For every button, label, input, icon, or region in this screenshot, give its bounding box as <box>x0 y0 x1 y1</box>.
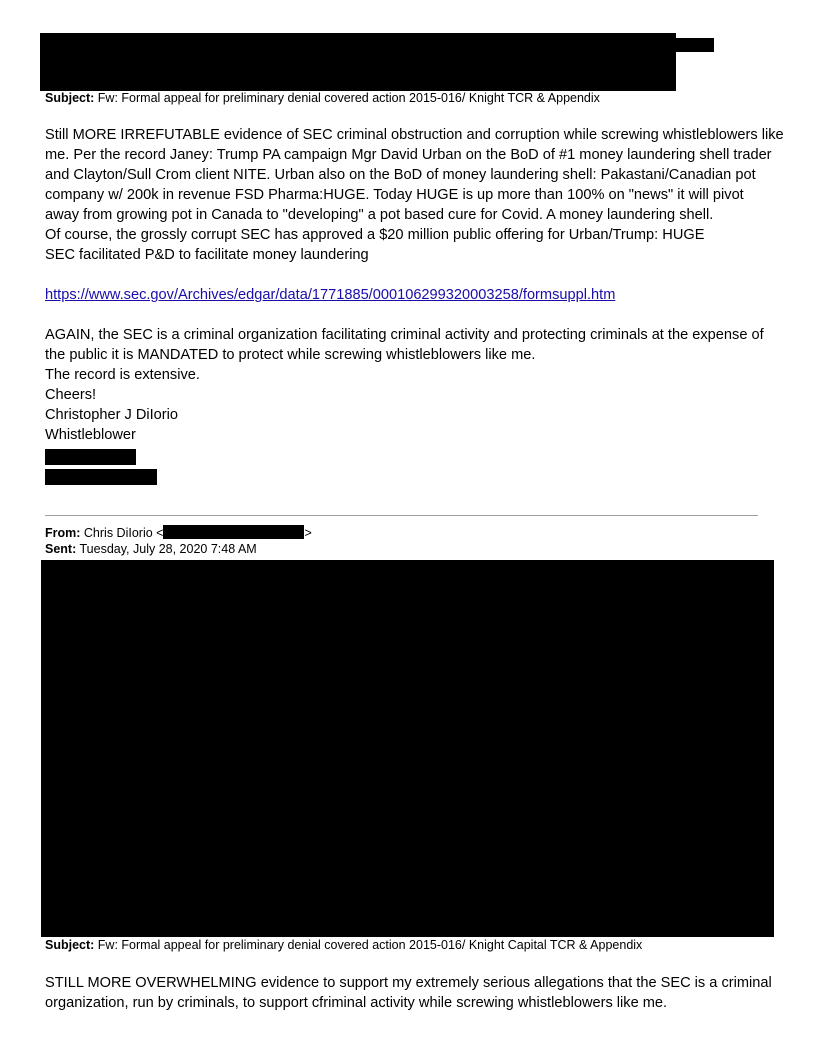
body-line: the public it is MANDATED to protect while screwing whistleblowers like me. <box>45 347 536 363</box>
signature-title: Whistleblower <box>45 427 136 443</box>
signoff: Cheers! <box>45 387 97 403</box>
from-name: Chris DiIorio < <box>83 526 164 540</box>
signature-name: Christopher J DiIorio <box>45 407 179 423</box>
redaction-block-header <box>40 33 676 91</box>
body-line: organization, run by criminals, to support cfriminal activity while screwing whistleblowers like me. <box>45 995 668 1011</box>
sec-filing-link-line <box>45 287 615 303</box>
subject-line-bottom <box>45 938 642 952</box>
from-label: From: <box>45 526 81 540</box>
sent-text: Tuesday, July 28, 2020 7:48 AM <box>79 542 257 556</box>
body-line: Of course, the grossly corrupt SEC has approved a $20 million public offering for Urban/Trump: HUGE <box>45 227 705 243</box>
sent-line <box>45 542 257 556</box>
redaction-block-large <box>41 560 774 937</box>
email-separator <box>45 515 758 516</box>
subject-label: Subject: <box>45 91 95 105</box>
subject-text: Fw: Formal appeal for preliminary denial covered action 2015-016/ Knight TCR & Appendix <box>97 91 600 105</box>
body-line: and Clayton/Sull Crom client NITE. Urban also on the BoD of money laundering shell: Pakastani/Canadian pot <box>45 167 756 183</box>
sec-filing-link[interactable]: https://www.sec.gov/Archives/edgar/data/1771885/000106299320003258/formsuppl.htm <box>45 287 616 303</box>
body-line: The record is extensive. <box>45 367 200 383</box>
subject-label: Subject: <box>45 938 95 952</box>
redaction-signature-line-1 <box>45 449 136 465</box>
subject-text: Fw: Formal appeal for preliminary denial covered action 2015-016/ Knight Capital TCR & Appendix <box>97 938 643 952</box>
body-line: company w/ 200k in revenue FSD Pharma:HUGE. Today HUGE is up more than 100% on "news" it will pivot <box>45 187 744 203</box>
body-line: STILL MORE OVERWHELMING evidence to support my extremely serious allegations that the SEC is a criminal <box>45 975 772 991</box>
redaction-block-header-tab <box>676 38 714 52</box>
body-line: Still MORE IRREFUTABLE evidence of SEC criminal obstruction and corruption while screwing whistleblowers like <box>45 127 784 143</box>
body-line: away from growing pot in Canada to "developing" a pot based cure for Covid. A money laundering shell. <box>45 207 714 223</box>
from-line <box>45 525 312 540</box>
redaction-signature-line-2 <box>45 469 157 485</box>
sent-label: Sent: <box>45 542 77 556</box>
body-line: me. Per the record Janey: Trump PA campaign Mgr David Urban on the BoD of #1 money laundering shell trader <box>45 147 772 163</box>
body-line: SEC facilitated P&D to facilitate money laundering <box>45 247 369 263</box>
subject-line-top <box>45 91 600 105</box>
from-close: > <box>304 526 312 540</box>
body-line: AGAIN, the SEC is a criminal organization facilitating criminal activity and protecting criminals at the expense of <box>45 327 764 343</box>
redaction-email-address <box>163 525 304 539</box>
